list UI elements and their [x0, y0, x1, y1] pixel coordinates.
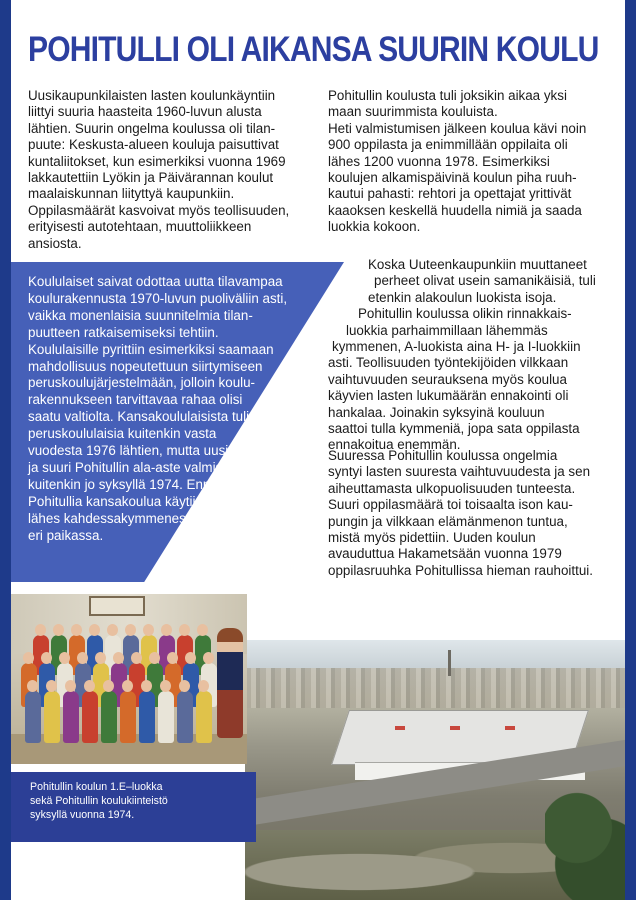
- text-line: rakennukseen tarvittavaa rahaa olisi: [28, 392, 243, 408]
- text-line: ansiosta.: [28, 235, 82, 251]
- pupil-head: [53, 624, 64, 636]
- text-line: hankalaa. Joinakin syksyinä kouluun: [328, 404, 545, 420]
- text-line: puutteen ratkaisemiseksi tehtiin.: [28, 324, 219, 340]
- text-line: vuodesta 1976 lähtien, mutta uusi: [28, 443, 229, 459]
- text-line: Pohitullin koulussa olikin rinnakkais-: [358, 306, 572, 322]
- photo-roof-detail: [450, 726, 460, 730]
- pupil-head: [23, 652, 34, 664]
- pupil-head: [65, 680, 76, 692]
- text-line: aiheuttamasta ulkopuolisuuden tunteesta.: [328, 480, 576, 496]
- pupil-head: [185, 652, 196, 664]
- pupil-body: [196, 691, 212, 743]
- blue-panel-text: [28, 274, 338, 545]
- text-line: peruskoululaisia kuitenkin vasta: [28, 426, 217, 442]
- pupil-head: [46, 680, 57, 692]
- pupil-head: [160, 680, 171, 692]
- pupil-head: [143, 624, 154, 636]
- pupil-body: [25, 691, 41, 743]
- pupil-head: [198, 680, 209, 692]
- text-line: kymmenen, A-luokista aina H- ja I-luokkiin: [332, 339, 581, 355]
- text-line: lähes kahdessakymmenessä: [28, 510, 200, 526]
- pupil-head: [122, 680, 133, 692]
- pupil-head: [203, 652, 214, 664]
- text-line: luokkia parhaimmillaan lähemmäs: [346, 322, 548, 338]
- caption-line: syksyllä vuonna 1974.: [30, 808, 135, 821]
- text-line: peruskoulujärjestelmään, jolloin koulu-: [28, 375, 256, 391]
- text-line: Koululaisille pyrittiin esimerkiksi saamaan: [28, 341, 274, 357]
- text-line: eri paikassa.: [28, 527, 104, 543]
- right-paragraph-3: [328, 448, 620, 579]
- text-line: puute: Keskusta-alueen kouluja paisuttivat: [28, 137, 279, 153]
- pupil-head: [41, 652, 52, 664]
- photo-caption: [30, 781, 250, 822]
- pupil-head: [103, 680, 114, 692]
- text-line: Koululaiset saivat odottaa uutta tilavampaa: [28, 274, 283, 289]
- text-line: Pohitullia kansakoulua käytiin: [28, 493, 203, 509]
- page-title: POHITULLI OLI AIKANSA SUURIN KOULU: [28, 30, 599, 69]
- text-line: pungin ja vilkkaan elämänmenon tuntua,: [328, 513, 568, 529]
- text-line: lähes 1200 vuonna 1978. Esimerkiksi: [328, 153, 550, 169]
- text-line: perheet olivat usein samanikäisiä, tuli: [374, 273, 596, 289]
- text-line: mahdollisuus nopeutettuun siirtymiseen: [28, 358, 263, 374]
- text-line: ennakoitua enemmän.: [328, 437, 461, 453]
- pupil-head: [149, 652, 160, 664]
- photo-sky: [245, 640, 625, 670]
- pupil-head: [84, 680, 95, 692]
- intro-paragraph: [28, 88, 318, 252]
- pupil-head: [131, 652, 142, 664]
- photo-church-spire: [448, 650, 451, 676]
- text-line: koulujen alkamispäivinä koulun piha ruuh-: [328, 170, 577, 186]
- photo-board: [89, 596, 145, 616]
- caption-line: sekä Pohitullin koulukiinteistö: [30, 794, 168, 807]
- pupil-head: [35, 624, 46, 636]
- photo-trees: [545, 780, 625, 900]
- pupil-body: [82, 691, 98, 743]
- text-line: maan suurimmista kouluista.: [328, 104, 498, 120]
- text-line: erityisesti autotehtaan, muuttoliikkeen: [28, 219, 252, 235]
- text-line: saattoi tulla kymmeniä, jopa sata oppilasta: [328, 421, 580, 437]
- text-line: asti. Teollisuuden työntekijöiden vilkkaan: [328, 355, 569, 371]
- text-line: kuntaliitokset, kun esimerkiksi vuonna 1969: [28, 153, 286, 169]
- text-line: vaikka monenlaisia suunnitelmia tilan-: [28, 307, 253, 323]
- text-line: kaaoksen keskellä huudella nimiä ja saada: [328, 202, 582, 218]
- pupil-head: [161, 624, 172, 636]
- text-line: Suuri oppilasmäärä toi toisaalta ison kau-: [328, 497, 573, 513]
- pupil-head: [77, 652, 88, 664]
- text-line: mistä myös pidettiin. Uuden koulun: [328, 530, 536, 546]
- text-line: luokkia kokoon.: [328, 219, 421, 235]
- pupil-body: [101, 691, 117, 743]
- text-line: 900 oppilasta ja enimmillään oppilaita oli: [328, 137, 568, 153]
- text-line: koulurakennusta 1970-luvun puoliväliin asti,: [28, 290, 288, 306]
- pupil-head: [167, 652, 178, 664]
- text-line: käyvien lasten lukumäärän ennakointi oli: [328, 388, 569, 404]
- pupil-head: [179, 624, 190, 636]
- pupil-head: [27, 680, 38, 692]
- pupil-body: [63, 691, 79, 743]
- text-line: saatu valtiolta. Kansakoululaisista tuli: [28, 409, 250, 425]
- pupil-head: [125, 624, 136, 636]
- photo-roof-detail: [395, 726, 405, 730]
- text-line: ja suuri Pohitullin ala-aste valmistui: [28, 459, 237, 475]
- pupil-body: [158, 691, 174, 743]
- caption-line: Pohitullin koulun 1.E–luokka: [30, 781, 163, 793]
- pupil-head: [71, 624, 82, 636]
- right-paragraph-1: [328, 88, 618, 236]
- pupil-body: [139, 691, 155, 743]
- text-line: kautui pahasti: rehtori ja opettajat yrittivät: [328, 186, 572, 202]
- page-frame-right: [625, 0, 636, 900]
- pupil-body: [177, 691, 193, 743]
- text-line: syntyi lasten suuresta vaihtuvuudesta ja sen: [328, 464, 591, 480]
- pupil-head: [141, 680, 152, 692]
- photo-roof-detail: [505, 726, 515, 730]
- pupil-head: [107, 624, 118, 636]
- text-line: Pohitullin koulusta tuli joksikin aikaa yksi: [328, 88, 567, 103]
- text-line: Uusikaupunkilaisten lasten koulunkäyntiin: [28, 88, 276, 103]
- text-line: lähtien. Suurin ongelma koulussa oli tilan-: [28, 120, 276, 136]
- aerial-photo-school: [245, 640, 625, 900]
- text-line: vaihtuvuuden seurauksena myös koulua: [328, 371, 567, 387]
- text-line: Heti valmistumisen jälkeen koulua kävi noin: [328, 120, 587, 136]
- text-line: etenkin alakoulun luokista isoja.: [368, 289, 557, 305]
- pupil-head: [89, 624, 100, 636]
- page-frame-left: [0, 0, 11, 900]
- photo-town: [245, 668, 625, 708]
- pupil-head: [59, 652, 70, 664]
- pupil-body: [120, 691, 136, 743]
- text-line: Oppilasmäärät kasvoivat myös teollisuuden,: [28, 202, 290, 218]
- text-line: oppilasruuhka Pohitullissa hieman rauhoittui.: [328, 562, 593, 578]
- text-line: liittyi suuria haasteita 1960-luvun alusta: [28, 104, 262, 120]
- pupil-body: [44, 691, 60, 743]
- pupil-head: [197, 624, 208, 636]
- text-line: maalaiskunnan liityttyä kaupunkiin.: [28, 186, 235, 202]
- pupil-head: [179, 680, 190, 692]
- photo-teacher: [217, 628, 243, 738]
- class-photo: [11, 594, 247, 764]
- right-paragraph-2: [328, 257, 620, 454]
- pupil-head: [113, 652, 124, 664]
- text-line: avauduttua Hakametsään vuonna 1979: [328, 546, 562, 562]
- text-line: lakkautettiin Lyökin ja Päivärannan koulut: [28, 170, 274, 186]
- pupil-head: [95, 652, 106, 664]
- text-line: kuitenkin jo syksyllä 1974. Ennen: [28, 476, 226, 492]
- text-line: Suuressa Pohitullin koulussa ongelmia: [328, 448, 558, 463]
- text-line: Koska Uuteenkaupunkiin muuttaneet: [368, 257, 587, 272]
